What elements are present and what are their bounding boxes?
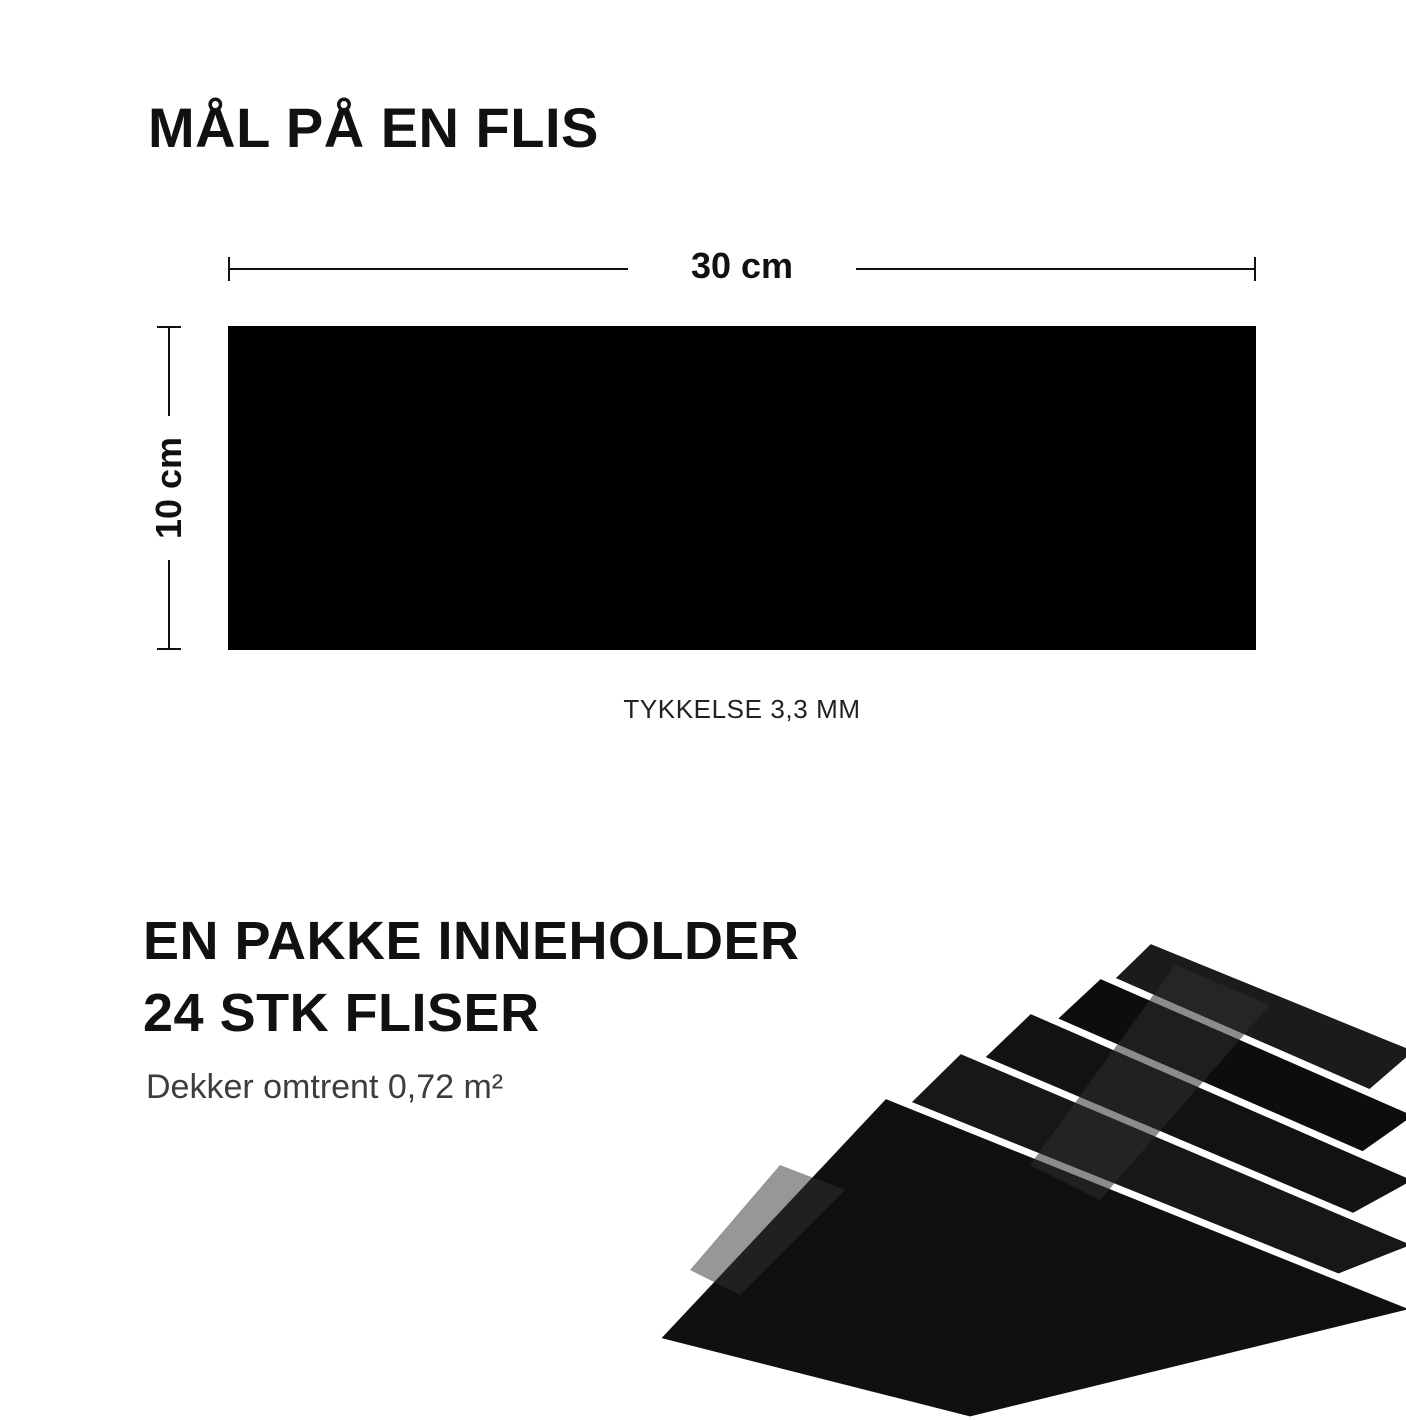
- height-dimension-label: 10 cm: [146, 423, 192, 553]
- width-dimension-line: [228, 245, 1256, 286]
- page-title: MÅL PÅ EN FLIS: [148, 96, 599, 159]
- package-title-line-1: EN PAKKE INNEHOLDER: [143, 911, 800, 971]
- package-title-line-2: 24 STK FLISER: [143, 983, 540, 1043]
- height-line-bottom: [168, 560, 170, 650]
- width-end-cap-right: [1254, 257, 1256, 281]
- height-end-cap-top: [157, 326, 181, 328]
- package-coverage-text: Dekker omtrent 0,72 m²: [146, 1068, 504, 1106]
- width-dimension-label: 30 cm: [675, 243, 809, 289]
- width-line-left: [228, 268, 628, 270]
- tile-rectangle: [228, 326, 1256, 650]
- thickness-label: TYKKELSE 3,3 MM: [623, 694, 861, 724]
- height-line-top: [168, 326, 170, 416]
- height-end-cap-bottom: [157, 648, 181, 650]
- width-line-right: [856, 268, 1256, 270]
- height-dimension-line: [148, 326, 189, 650]
- width-end-cap-left: [228, 257, 230, 281]
- tile-fan-group: [655, 940, 1406, 1420]
- tile-stack-illustration: [630, 900, 1406, 1420]
